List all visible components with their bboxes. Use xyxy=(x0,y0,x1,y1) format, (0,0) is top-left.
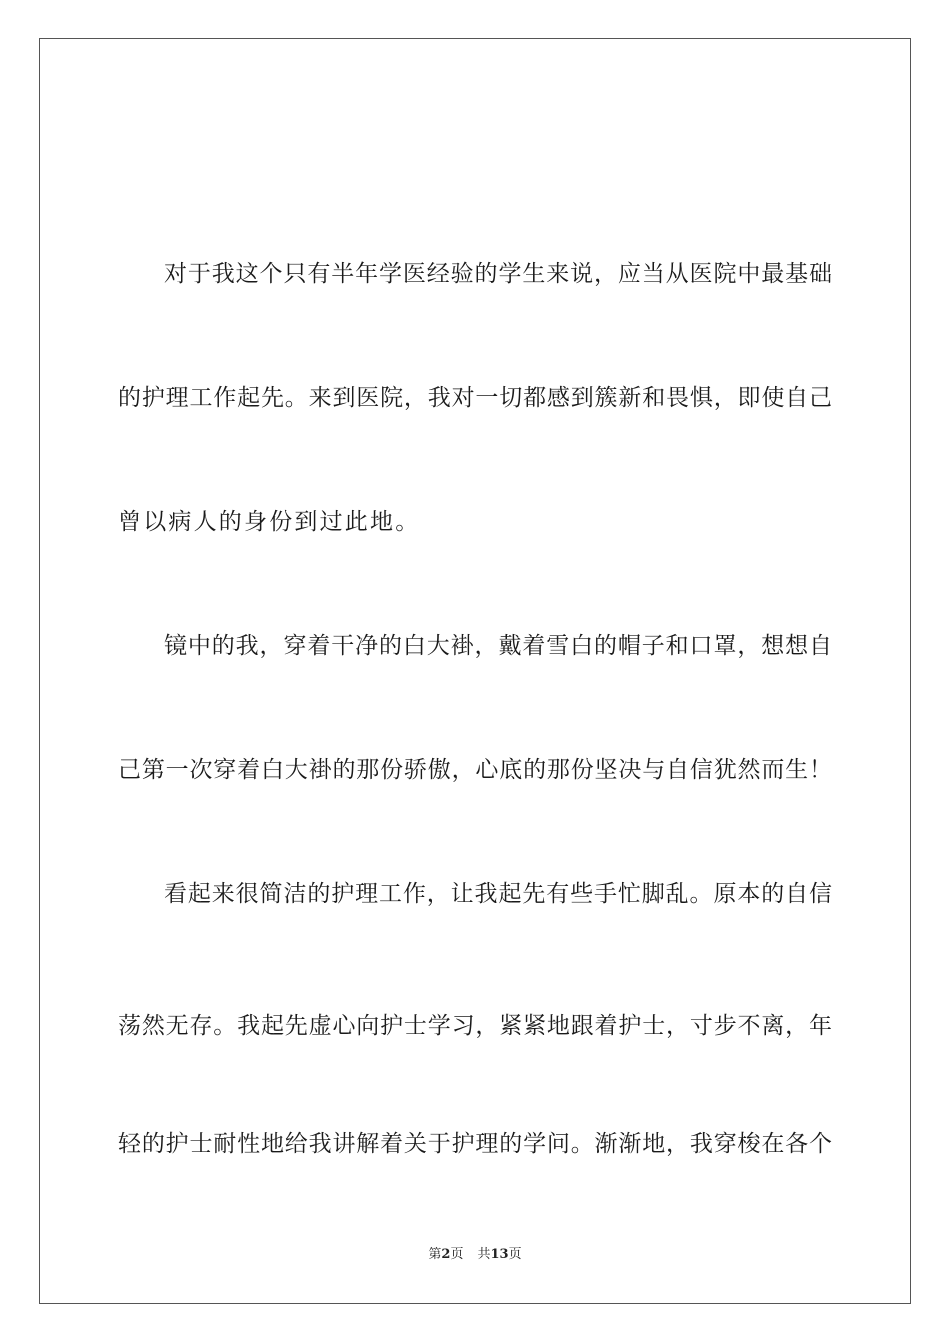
text-line: 轻的护士耐性地给我讲解着关于护理的学问。渐渐地，我穿梭在各个 xyxy=(118,1131,832,1157)
page-suffix: 页 xyxy=(450,1247,464,1262)
page-total: 13 xyxy=(490,1247,509,1262)
total-prefix: 共 xyxy=(477,1247,491,1262)
page-border xyxy=(39,38,911,1304)
text-line: 镜中的我，穿着干净的白大褂，戴着雪白的帽子和口罩，想想自 xyxy=(164,633,832,659)
page-prefix: 第 xyxy=(428,1247,442,1262)
text-line: 看起来很简洁的护理工作，让我起先有些手忙脚乱。原本的自信 xyxy=(164,881,832,907)
page-footer xyxy=(0,1246,950,1264)
text-line: 的护理工作起先。来到医院，我对一切都感到簇新和畏惧，即使自己 xyxy=(118,385,832,411)
total-suffix: 页 xyxy=(508,1247,522,1262)
text-line: 荡然无存。我起先虚心向护士学习，紧紧地跟着护士，寸步不离，年 xyxy=(118,1013,832,1039)
text-line: 曾以病人的身份到过此地。 xyxy=(118,509,421,535)
text-line: 己第一次穿着白大褂的那份骄傲，心底的那份坚决与自信犹然而生！ xyxy=(118,757,832,783)
text-line: 对于我这个只有半年学医经验的学生来说，应当从医院中最基础 xyxy=(164,261,832,287)
page-current: 2 xyxy=(441,1247,451,1262)
